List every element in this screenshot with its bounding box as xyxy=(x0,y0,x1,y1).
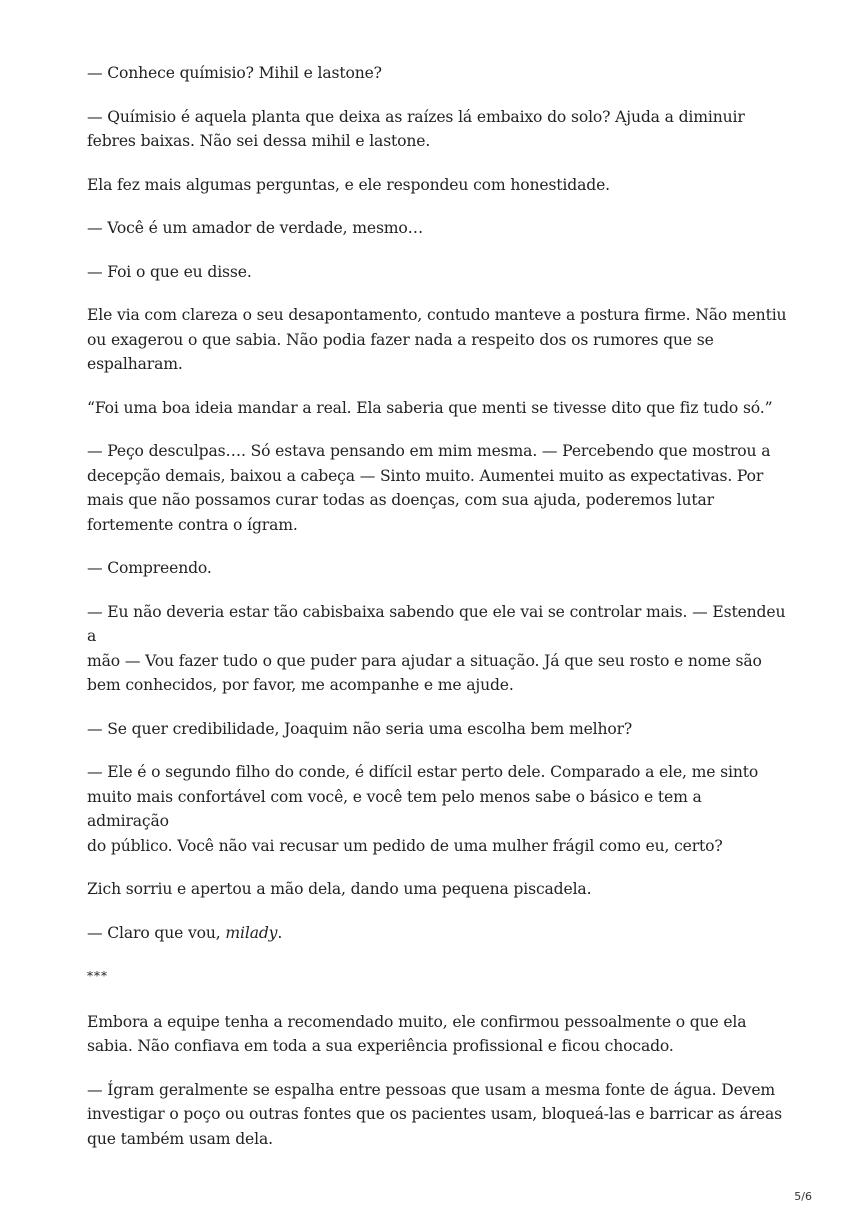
closing-line-suffix: . xyxy=(277,923,283,942)
paragraph: Embora a equipe tenha a recomendado muito, ele confirmou pessoalmente o que ela sabia. Não confiava em toda a sua experiência profissional e ficou chocado. xyxy=(87,1012,747,1055)
paragraph: Ele via com clareza o seu desapontamento, contudo manteve a postura firme. Não mentiu ou exagerou o que sabia. Não podia fazer nada a respeito dos os rumores que se espalharam. xyxy=(87,306,787,373)
paragraph: — Ígram geralmente se espalha entre pessoas que usam a mesma fonte de água. Devem investigar o poço ou outras fontes que os pacientes usam, bloqueá-las e barricar as áreas que também usam dela. xyxy=(87,1080,782,1148)
paragraph: — Foi o que eu disse. xyxy=(87,262,252,281)
closing-line-emphasis: milady xyxy=(225,923,278,942)
paragraph: — Eu não deveria estar tão cabisbaixa sabendo que ele vai se controlar mais. — Estendeu a mão — Vou fazer tudo o que puder para ajudar a situação. Já que seu rosto e nome são bem conhecidos, por favor, me acompanhe e me ajude. xyxy=(87,602,786,694)
page-number: 5/6 xyxy=(794,1190,812,1203)
paragraph: — Conhece químisio? Mihil e lastone? xyxy=(87,64,382,82)
paragraph: — Ele é o segundo filho do conde, é difícil estar perto dele. Comparado a ele, me sinto muito mais confortável com você, e você tem pelo menos sabe o básico e tem a admiração do público. Você não vai recusar um pedido de uma mulher frágil como eu, certo? xyxy=(87,763,759,855)
paragraph: — Químisio é aquela planta que deixa as raízes lá embaixo do solo? Ajuda a diminuir febres baixas. Não sei dessa mihil e lastone. xyxy=(87,107,745,150)
closing-line xyxy=(87,921,787,946)
paragraph: Ela fez mais algumas perguntas, e ele respondeu com honestidade. xyxy=(87,175,610,194)
closing-line-prefix: — Claro que vou, xyxy=(87,923,226,942)
paragraph: Zich sorriu e apertou a mão dela, dando uma pequena piscadela. xyxy=(87,880,592,898)
paragraph: — Peço desculpas…. Só estava pensando em mim mesma. — Percebendo que mostrou a decepção demais, baixou a cabeça — Sinto muito. Aumentei muito as expectativas. Por mais que não possamos curar todas as doenças, com sua ajuda, poderemos lutar fortemente contra o ígram. xyxy=(87,442,771,534)
section-separator: *** xyxy=(87,969,108,983)
paragraph: — Se quer credibilidade, Joaquim não seria uma escolha bem melhor? xyxy=(87,719,633,738)
paragraph: “Foi uma boa ideia mandar a real. Ela saberia que menti se tivesse dito que fiz tudo só.” xyxy=(87,398,773,417)
document-body xyxy=(87,61,787,1170)
paragraph: — Você é um amador de verdade, mesmo… xyxy=(87,219,424,237)
paragraph: — Compreendo. xyxy=(87,559,212,577)
